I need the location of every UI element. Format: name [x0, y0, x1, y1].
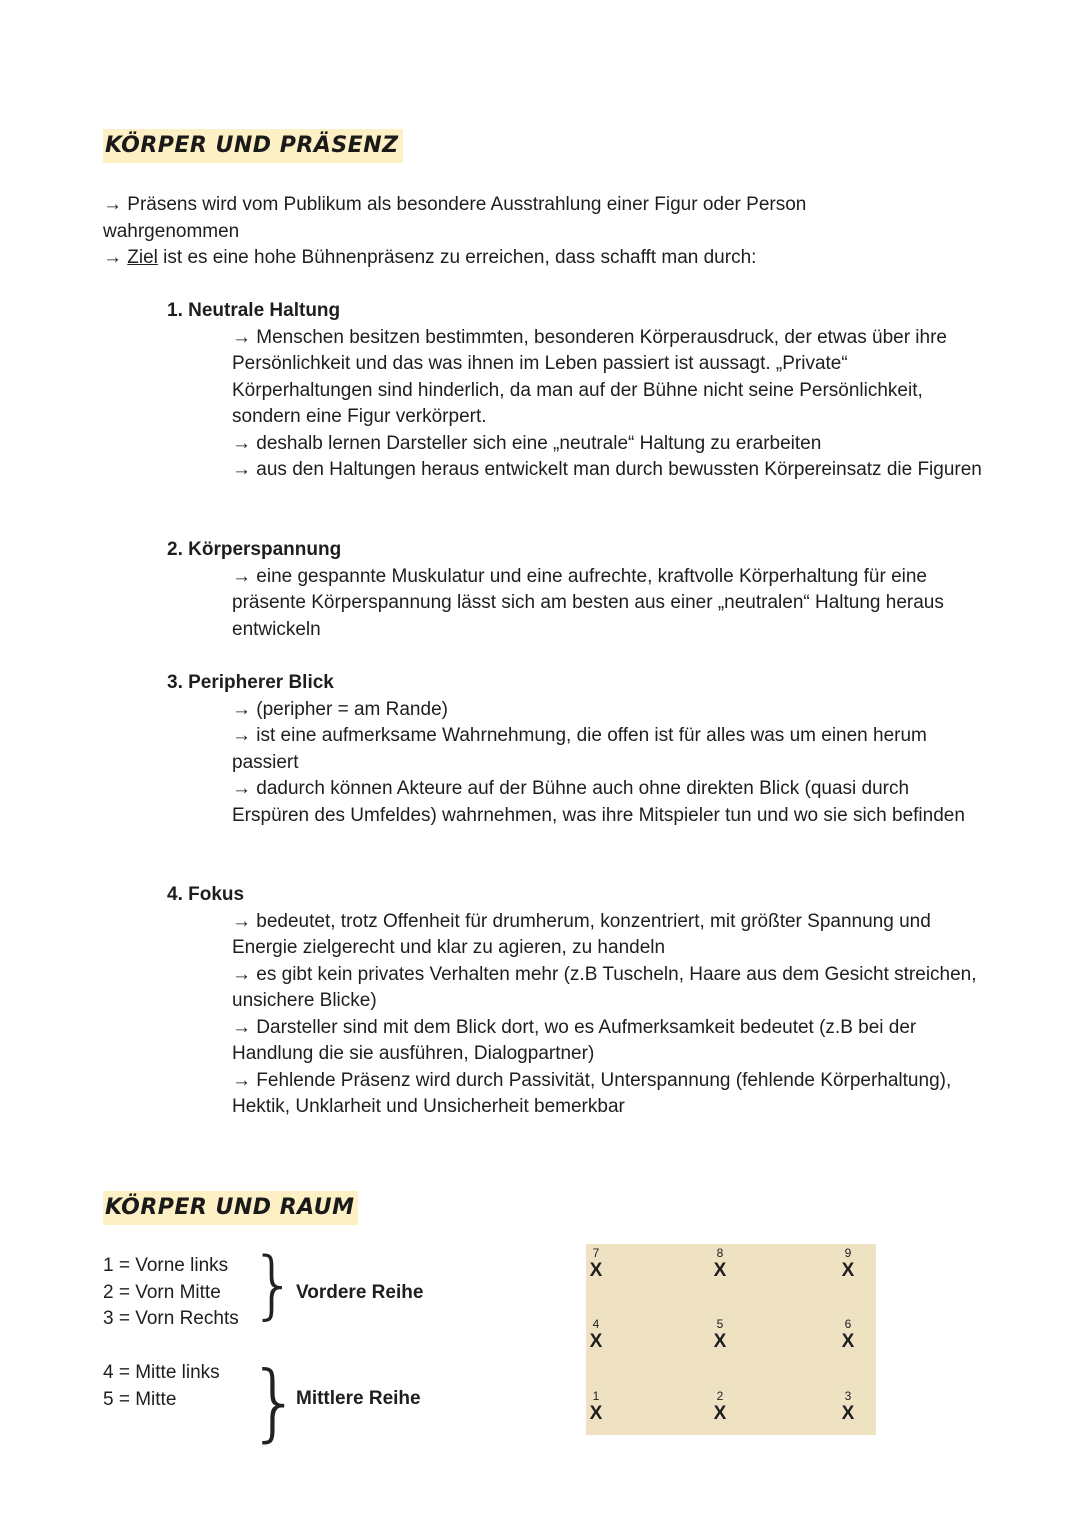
- legend-line: 3 = Vorn Rechts: [103, 1308, 239, 1329]
- item-line: → (peripher = am Rande): [232, 698, 448, 720]
- item-line: → Menschen besitzen bestimmten, besonderen Körperausdruck, der etwas über ihre Persönlichkeit und das was ihnen im Leben passiert ist aussagt. „Private“ Körperhaltungen sind hinderlich, da man auf der Bühne nicht seine Persönlichkeit, sondern eine Figur verkörpert.: [232, 326, 947, 427]
- stage-cell-mark: X: [841, 1260, 855, 1281]
- legend-line: 2 = Vorn Mitte: [103, 1281, 221, 1303]
- stage-cell-mark: X: [589, 1260, 603, 1281]
- stage-cell-mark: X: [841, 1403, 855, 1424]
- curly-brace-icon: }: [250, 1242, 298, 1328]
- item-peripherer-blick: [167, 670, 987, 829]
- stage-cell-mark: X: [589, 1403, 603, 1424]
- item-title: 4. Fokus: [167, 884, 245, 905]
- item-body: [232, 325, 987, 484]
- stage-cell-number: 1: [592, 1389, 600, 1403]
- stage-cell-number: 8: [716, 1246, 724, 1260]
- stage-cell-number: 6: [844, 1317, 852, 1331]
- row-label-front: Vordere Reihe: [296, 1282, 424, 1303]
- item-line: → eine gespannte Muskulatur und eine aufrechte, kraftvolle Körperhaltung für eine präsente Körperspannung lässt sich am besten aus einer „neutralen“ Haltung heraus entwickeln: [232, 565, 944, 640]
- stage-cell: [838, 1317, 858, 1353]
- stage-cell-number: 3: [844, 1389, 852, 1403]
- curly-brace-icon: }: [248, 1353, 302, 1451]
- stage-cell-mark: X: [713, 1331, 727, 1352]
- stage-cell-number: 9: [844, 1246, 852, 1260]
- legend-line: 5 = Mitte: [103, 1388, 177, 1410]
- item-line: → ist eine aufmerksame Wahrnehmung, die offen ist für alles was um einen herum passiert: [232, 725, 927, 773]
- stage-cell: [586, 1317, 606, 1353]
- stage-cell-mark: X: [713, 1403, 727, 1424]
- stage-cell: [838, 1246, 858, 1282]
- intro-line-2-rest: ist es eine hohe Bühnenpräsenz zu erreichen, dass schafft man durch:: [157, 247, 757, 268]
- intro-line-2: [103, 245, 923, 272]
- stage-position-grid: [586, 1244, 876, 1435]
- stage-cell-number: 5: [716, 1317, 724, 1331]
- item-body: [232, 697, 987, 830]
- legend-line: 1 = Vorne links: [103, 1255, 229, 1276]
- item-title: 3. Peripherer Blick: [167, 672, 334, 693]
- stage-cell-mark: X: [841, 1331, 855, 1352]
- item-body: [232, 564, 987, 644]
- stage-cell-number: 7: [592, 1246, 600, 1260]
- item-fokus: [167, 882, 987, 1121]
- item-title: 2. Körperspannung: [167, 539, 342, 560]
- stage-cell-mark: X: [713, 1260, 727, 1281]
- stage-cell: [586, 1389, 606, 1425]
- item-body: [232, 909, 987, 1121]
- item-line: → Fehlende Präsenz wird durch Passivität, Unterspannung (fehlende Körperhaltung), Hektik, Unklarheit und Unsicherheit bemerkbar: [232, 1069, 952, 1117]
- legend-group-middle: [103, 1360, 220, 1413]
- stage-cell-number: 2: [716, 1389, 724, 1403]
- item-line: → bedeutet, trotz Offenheit für drumherum, konzentriert, mit größter Spannung und Energie zielgerecht und klar zu agieren, zu handeln: [232, 910, 931, 958]
- legend-line: 4 = Mitte links: [103, 1362, 220, 1383]
- underlined-word-ziel: Ziel: [127, 247, 158, 268]
- item-neutrale-haltung: [167, 298, 987, 484]
- intro-line-1: → Präsens wird vom Publikum als besondere Ausstrahlung einer Figur oder Person wahrgenommen: [103, 194, 807, 242]
- stage-cell-number: 4: [592, 1317, 600, 1331]
- item-line: → deshalb lernen Darsteller sich eine „neutrale“ Haltung zu erarbeiten: [232, 432, 822, 454]
- section-heading-koerper-raum: KÖRPER UND RAUM: [103, 1191, 358, 1225]
- stage-cell: [710, 1246, 730, 1282]
- stage-cell: [710, 1389, 730, 1425]
- item-koerperspannung: [167, 537, 987, 643]
- stage-cell: [710, 1317, 730, 1353]
- intro-text: [103, 192, 923, 272]
- stage-cell: [838, 1389, 858, 1425]
- arrow-glyph: →: [103, 247, 128, 268]
- row-label-middle: Mittlere Reihe: [296, 1388, 421, 1409]
- item-title: 1. Neutrale Haltung: [167, 300, 341, 321]
- stage-cell: [586, 1246, 606, 1282]
- legend-group-front: [103, 1253, 239, 1333]
- item-line: → dadurch können Akteure auf der Bühne auch ohne direkten Blick (quasi durch Erspüren des Umfeldes) wahrnehmen, was ihre Mitspieler tun und wo sie sich befinden: [232, 778, 965, 826]
- item-line: → Darsteller sind mit dem Blick dort, wo es Aufmerksamkeit bedeutet (z.B bei der Handlung die sie ausführen, Dialogpartner): [232, 1016, 917, 1064]
- stage-cell-mark: X: [589, 1331, 603, 1352]
- item-line: → aus den Haltungen heraus entwickelt man durch bewussten Körpereinsatz die Figuren: [232, 459, 982, 480]
- section-heading-koerper-praesenz: KÖRPER UND PRÄSENZ: [103, 129, 403, 163]
- item-line: → es gibt kein privates Verhalten mehr (z.B Tuscheln, Haare aus dem Gesicht streichen, unsichere Blicke): [232, 963, 977, 1011]
